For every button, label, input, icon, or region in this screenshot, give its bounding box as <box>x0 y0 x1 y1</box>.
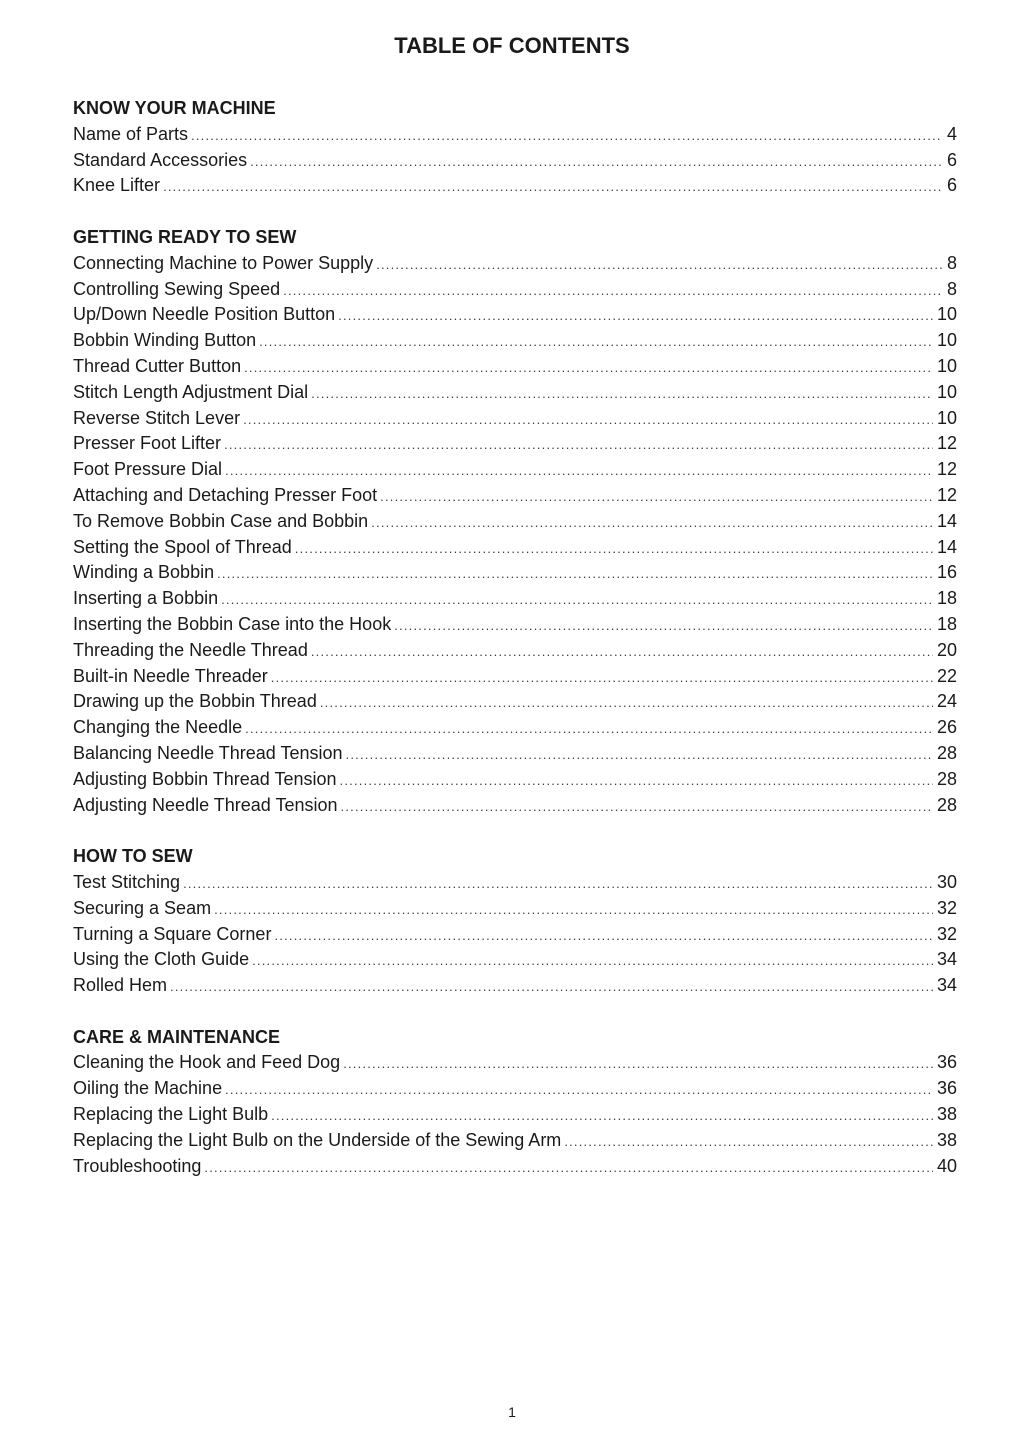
entry-title: Setting the Spool of Thread <box>73 536 292 557</box>
entry-title: Adjusting Bobbin Thread Tension <box>73 768 337 789</box>
dot-leader <box>191 123 943 149</box>
toc-section <box>73 96 957 199</box>
toc-entry[interactable] <box>73 793 957 819</box>
toc-entry[interactable] <box>73 922 957 948</box>
entry-page-number: 38 <box>936 1104 957 1125</box>
entry-page-number: 6 <box>946 175 957 196</box>
toc-entry[interactable] <box>73 1050 957 1076</box>
toc-entry[interactable] <box>73 328 957 354</box>
entry-title: Standard Accessories <box>73 149 248 170</box>
dot-leader <box>204 1155 933 1181</box>
dot-leader <box>244 355 933 381</box>
entry-page-number: 28 <box>936 794 957 815</box>
dot-leader <box>214 897 933 923</box>
entry-title: Turning a Square Corner <box>73 923 272 944</box>
toc-entry[interactable] <box>73 741 957 767</box>
entry-page-number: 32 <box>936 923 957 944</box>
dot-leader <box>394 613 933 639</box>
entry-title: Name of Parts <box>73 123 189 144</box>
entry-page-number: 12 <box>936 433 957 454</box>
dot-leader <box>250 149 943 175</box>
entry-page-number: 28 <box>936 768 957 789</box>
toc-entry[interactable] <box>73 638 957 664</box>
entry-page-number: 10 <box>936 381 957 402</box>
dot-leader <box>311 381 933 407</box>
dot-leader <box>380 484 933 510</box>
toc-entry[interactable] <box>73 148 957 174</box>
toc-entry[interactable] <box>73 483 957 509</box>
entry-title: Cleaning the Hook and Feed Dog <box>73 1052 341 1073</box>
entry-title: To Remove Bobbin Case and Bobbin <box>73 510 369 531</box>
toc-entry[interactable] <box>73 509 957 535</box>
entry-title: Reverse Stitch Lever <box>73 407 241 428</box>
dot-leader <box>259 329 933 355</box>
entry-title: Changing the Needle <box>73 717 243 738</box>
entry-title: Using the Cloth Guide <box>73 949 250 970</box>
entry-page-number: 8 <box>946 278 957 299</box>
entry-page-number: 12 <box>936 459 957 480</box>
dot-leader <box>163 174 943 200</box>
section-heading: HOW TO SEW <box>73 846 193 867</box>
entry-title: Stitch Length Adjustment Dial <box>73 381 309 402</box>
dot-leader <box>274 923 933 949</box>
entry-page-number: 10 <box>936 330 957 351</box>
entry-title: Controlling Sewing Speed <box>73 278 281 299</box>
entry-title: Adjusting Needle Thread Tension <box>73 794 338 815</box>
toc-entry[interactable] <box>73 431 957 457</box>
dot-leader <box>564 1129 933 1155</box>
toc-entry[interactable] <box>73 457 957 483</box>
entry-title: Up/Down Needle Position Button <box>73 304 336 325</box>
page-number: 1 <box>508 1404 516 1420</box>
entry-page-number: 40 <box>936 1155 957 1176</box>
entry-page-number: 8 <box>946 252 957 273</box>
toc-entry[interactable] <box>73 406 957 432</box>
toc-entry[interactable] <box>73 947 957 973</box>
entry-title: Inserting a Bobbin <box>73 588 219 609</box>
entry-title: Knee Lifter <box>73 175 161 196</box>
entry-title: Test Stitching <box>73 871 181 892</box>
entry-page-number: 24 <box>936 691 957 712</box>
section-heading: KNOW YOUR MACHINE <box>73 98 276 118</box>
toc-section <box>73 1025 957 1180</box>
entry-title: Bobbin Winding Button <box>73 330 257 351</box>
toc-entry[interactable] <box>73 1102 957 1128</box>
dot-leader <box>271 1103 933 1129</box>
entry-page-number: 32 <box>936 897 957 918</box>
dot-leader <box>376 252 943 278</box>
toc-section <box>73 844 957 999</box>
entry-title: Winding a Bobbin <box>73 562 215 583</box>
entry-page-number: 38 <box>936 1129 957 1150</box>
toc-entry[interactable] <box>73 689 957 715</box>
dot-leader <box>341 794 933 820</box>
dot-leader <box>311 639 933 665</box>
dot-leader <box>217 561 933 587</box>
dot-leader <box>183 871 933 897</box>
toc-entry[interactable] <box>73 560 957 586</box>
entry-title: Replacing the Light Bulb on the Underside of the Sewing Arm <box>73 1129 562 1150</box>
dot-leader <box>340 768 933 794</box>
dot-leader <box>338 303 933 329</box>
entry-page-number: 4 <box>946 123 957 144</box>
entry-page-number: 16 <box>936 562 957 583</box>
toc-entry[interactable] <box>73 767 957 793</box>
entry-page-number: 10 <box>936 304 957 325</box>
entry-title: Thread Cutter Button <box>73 355 242 376</box>
toc-entry[interactable] <box>73 380 957 406</box>
entry-title: Inserting the Bobbin Case into the Hook <box>73 613 392 634</box>
entry-page-number: 34 <box>936 949 957 970</box>
entry-title: Oiling the Machine <box>73 1078 223 1099</box>
entry-title: Foot Pressure Dial <box>73 459 223 480</box>
entry-title: Securing a Seam <box>73 897 212 918</box>
dot-leader <box>221 587 933 613</box>
toc-entry[interactable] <box>73 715 957 741</box>
entry-page-number: 18 <box>936 613 957 634</box>
toc-entry[interactable] <box>73 354 957 380</box>
toc-entry[interactable] <box>73 612 957 638</box>
entry-page-number: 12 <box>936 484 957 505</box>
entry-title: Built-in Needle Threader <box>73 665 268 686</box>
dot-leader <box>252 948 933 974</box>
entry-title: Drawing up the Bobbin Thread <box>73 691 317 712</box>
entry-title: Presser Foot Lifter <box>73 433 222 454</box>
toc-entry[interactable] <box>73 122 957 148</box>
dot-leader <box>371 510 933 536</box>
dot-leader <box>295 536 933 562</box>
dot-leader <box>346 742 933 768</box>
entry-page-number: 14 <box>936 510 957 531</box>
toc-entry[interactable] <box>73 896 957 922</box>
toc-entry[interactable] <box>73 870 957 896</box>
dot-leader <box>283 278 943 304</box>
toc-entry[interactable] <box>73 1076 957 1102</box>
toc-entry[interactable] <box>73 173 957 199</box>
dot-leader <box>320 690 933 716</box>
entry-page-number: 36 <box>936 1052 957 1073</box>
toc-entry[interactable] <box>73 973 957 999</box>
toc-entry[interactable] <box>73 1128 957 1154</box>
toc-entry[interactable] <box>73 1154 957 1180</box>
dot-leader <box>224 432 933 458</box>
dot-leader <box>245 716 933 742</box>
entry-page-number: 34 <box>936 975 957 996</box>
entry-title: Replacing the Light Bulb <box>73 1104 269 1125</box>
entry-page-number: 10 <box>936 355 957 376</box>
dot-leader <box>170 974 933 1000</box>
toc-entry[interactable] <box>73 586 957 612</box>
entry-page-number: 6 <box>946 149 957 170</box>
dot-leader <box>243 407 933 433</box>
entry-title: Threading the Needle Thread <box>73 639 308 660</box>
entry-title: Balancing Needle Thread Tension <box>73 742 343 763</box>
entry-page-number: 28 <box>936 742 957 763</box>
entry-title: Connecting Machine to Power Supply <box>73 252 374 273</box>
entry-page-number: 14 <box>936 536 957 557</box>
table-of-contents <box>73 96 957 1179</box>
toc-entry[interactable] <box>73 664 957 690</box>
section-heading: GETTING READY TO SEW <box>73 226 297 247</box>
dot-leader <box>225 458 933 484</box>
page-title: TABLE OF CONTENTS <box>394 33 630 58</box>
toc-entry[interactable] <box>73 251 957 277</box>
dot-leader <box>271 665 933 691</box>
entry-title: Attaching and Detaching Presser Foot <box>73 484 378 505</box>
entry-page-number: 22 <box>936 665 957 686</box>
toc-entry[interactable] <box>73 302 957 328</box>
entry-page-number: 18 <box>936 588 957 609</box>
entry-page-number: 26 <box>936 717 957 738</box>
toc-entry[interactable] <box>73 277 957 303</box>
section-heading: CARE & MAINTENANCE <box>73 1026 280 1047</box>
entry-page-number: 20 <box>936 639 957 660</box>
toc-entry[interactable] <box>73 535 957 561</box>
dot-leader <box>343 1051 933 1077</box>
dot-leader <box>225 1077 933 1103</box>
entry-page-number: 10 <box>936 407 957 428</box>
toc-section <box>73 225 957 818</box>
entry-page-number: 36 <box>936 1078 957 1099</box>
entry-title: Rolled Hem <box>73 975 168 996</box>
entry-page-number: 30 <box>936 871 957 892</box>
entry-title: Troubleshooting <box>73 1155 202 1176</box>
